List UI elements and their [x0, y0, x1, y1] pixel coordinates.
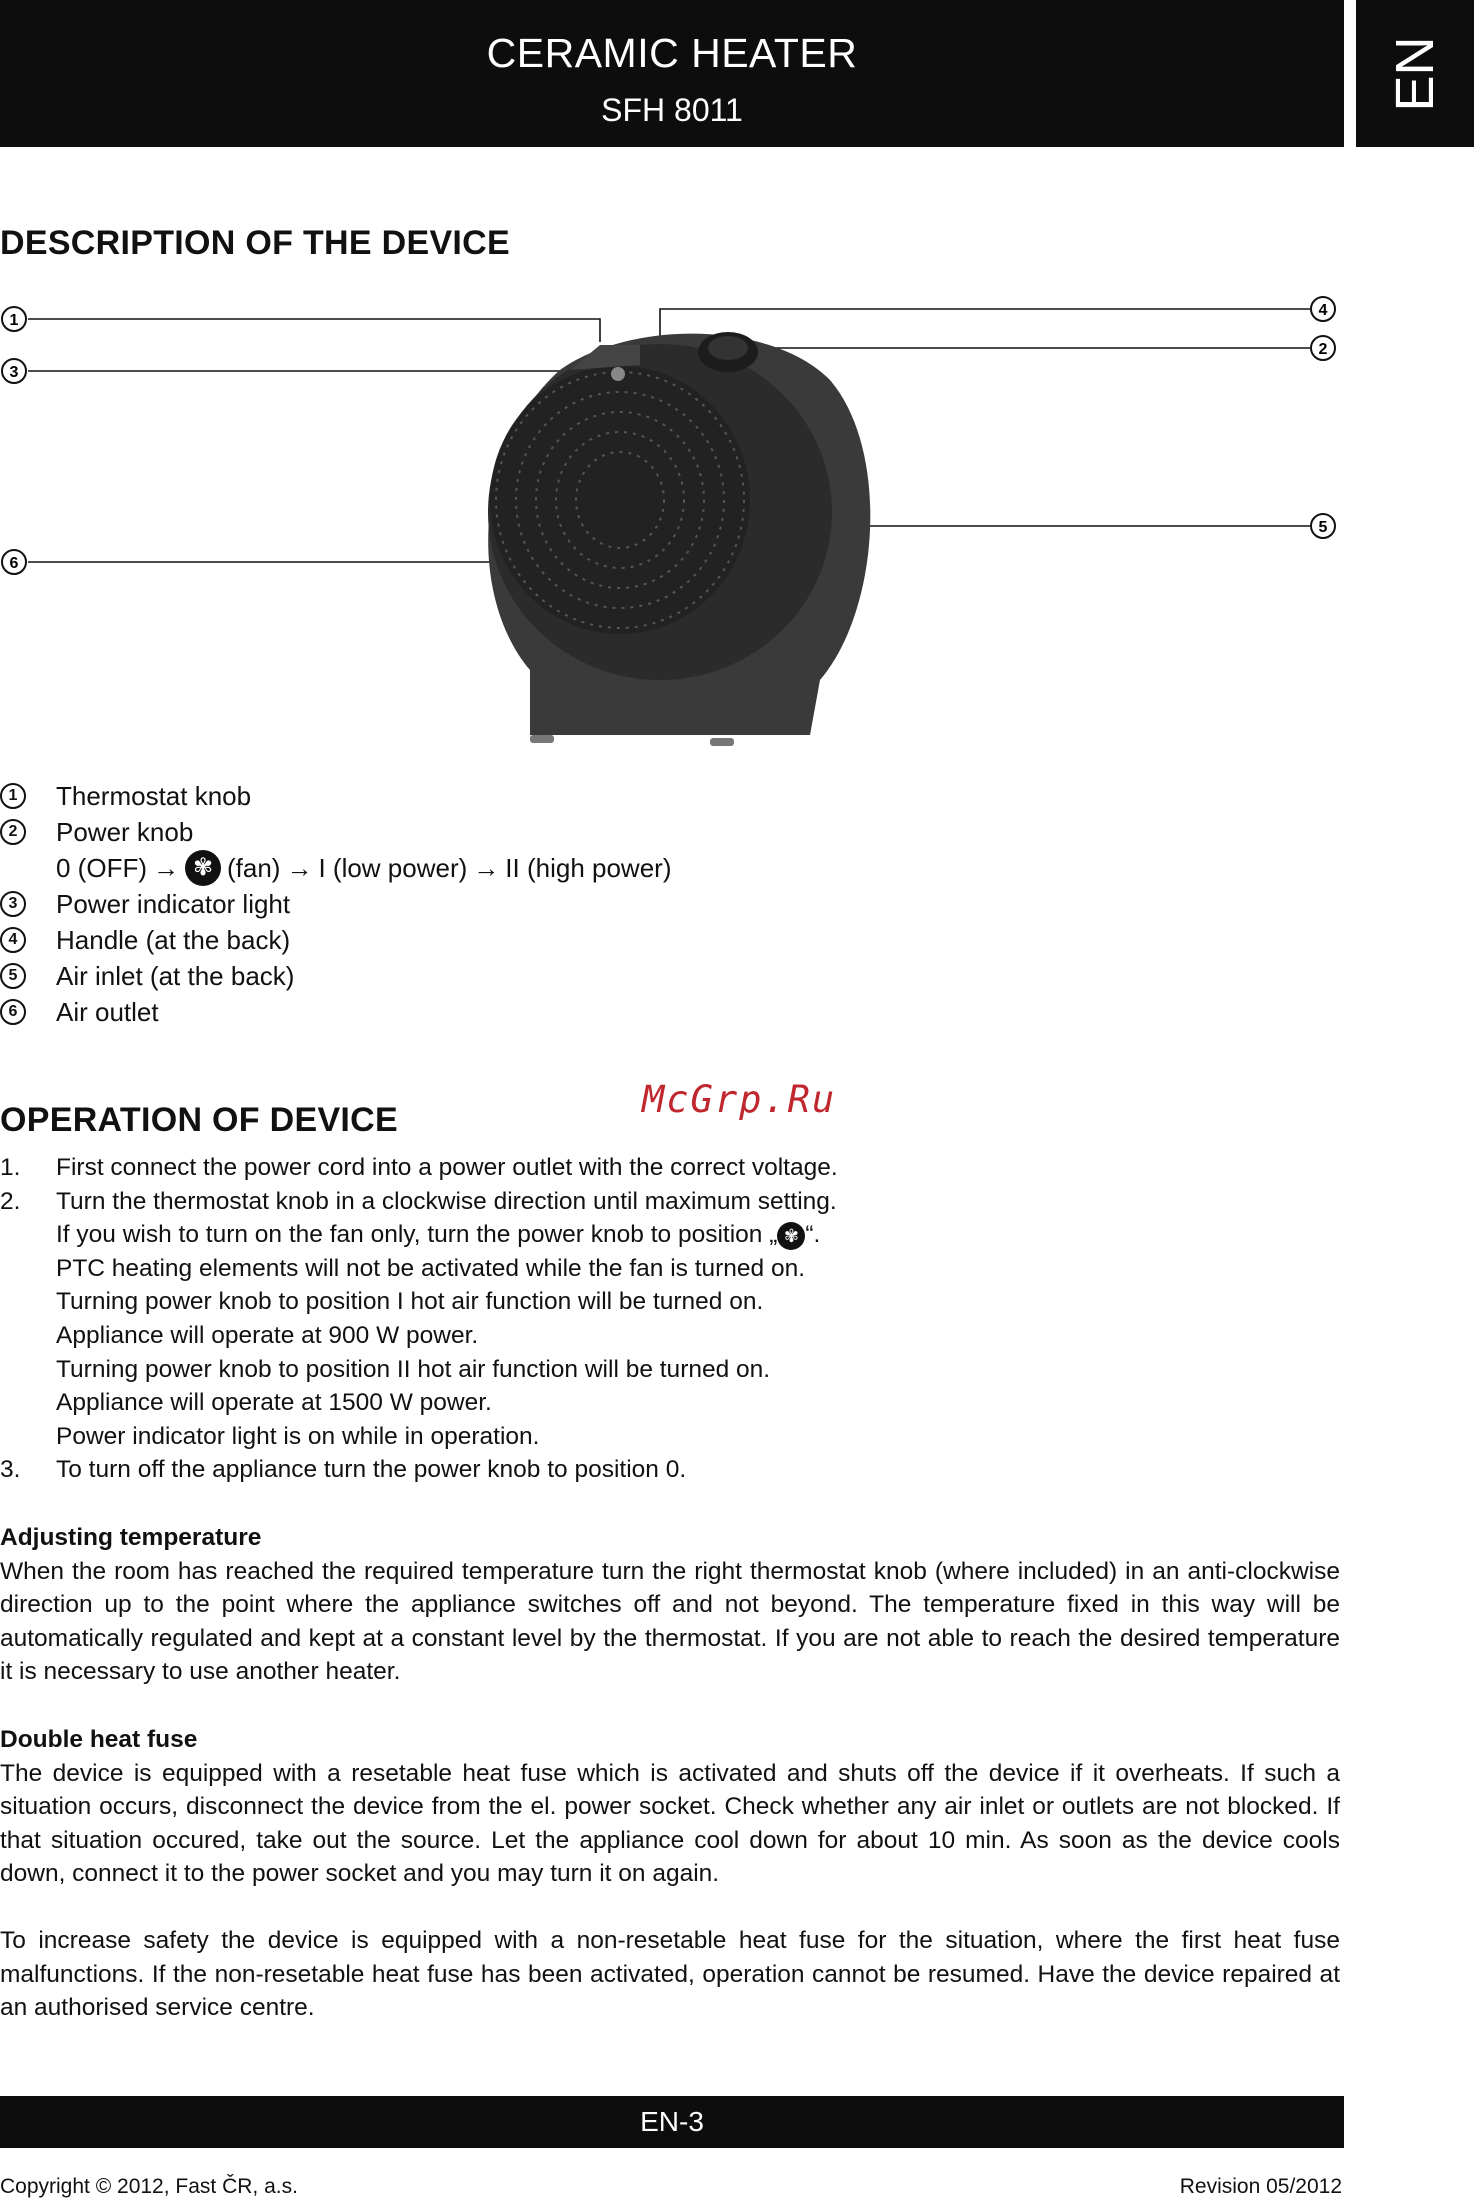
- step-text: Appliance will operate at 1500 W power.: [56, 1389, 492, 1417]
- list-item: [0, 886, 671, 922]
- adjusting-section: [0, 1521, 1340, 1689]
- part-number: 6: [0, 999, 26, 1025]
- step-number: [0, 1386, 56, 1420]
- step-text-suffix: “.: [805, 1221, 821, 1249]
- fuse-heading: Double heat fuse: [0, 1726, 198, 1753]
- part-label: Air inlet (at the back): [56, 961, 295, 991]
- step-text: PTC heating elements will not be activated while the fan is turned on.: [56, 1254, 806, 1282]
- device-figure: [0, 290, 1344, 770]
- callout-6: 6: [9, 555, 19, 572]
- part-label: Thermostat knob: [56, 781, 252, 811]
- list-item: [0, 958, 671, 994]
- list-item: [0, 1285, 1344, 1319]
- step-text: To turn off the appliance turn the power knob to position 0.: [56, 1456, 687, 1484]
- part-number: 5: [0, 963, 26, 989]
- step-number: 3.: [0, 1456, 21, 1484]
- fuse-section-2: [0, 1924, 1340, 2025]
- step-number: 1.: [0, 1154, 21, 1181]
- step-number: 2.: [0, 1187, 21, 1215]
- list-item: [0, 994, 671, 1030]
- document-header: [0, 0, 1344, 147]
- fan-icon: ✾: [185, 850, 221, 886]
- list-item: [0, 1218, 1344, 1252]
- list-item: [0, 922, 671, 958]
- step-text: Turn the thermostat knob in a clockwise direction until maximum setting.: [56, 1187, 837, 1215]
- list-item: [0, 1453, 1344, 1487]
- arrow-right-icon: →: [153, 853, 179, 883]
- adjusting-heading: Adjusting temperature: [0, 1524, 262, 1551]
- step-text: Turning power knob to position II hot air function will be turned on.: [56, 1355, 771, 1383]
- callout-4: 4: [1318, 302, 1328, 319]
- step-number: [0, 1319, 56, 1353]
- fuse-text-1: The device is equipped with a resetable heat fuse which is activated and shuts off the device if it overheats. If such a situation occurs, disconnect the device from the el. power socket. Check whether any air inlet or outlets are not blocked. If that situation occured, take out the source. Let the appliance cool down for about 10 min. As soon as the device cools down, connect it to the power socket and you may turn it on again.: [0, 1759, 1340, 1888]
- list-item: [0, 1319, 1344, 1353]
- part-label: Power indicator light: [56, 889, 291, 919]
- list-item: [0, 1353, 1344, 1387]
- part-label: Air outlet: [56, 997, 159, 1027]
- model-number: SFH 8011: [601, 92, 743, 128]
- power-fan-label: (fan): [227, 853, 281, 883]
- heater-illustration: [0, 290, 1344, 770]
- watermark: McGrp.Ru: [642, 1078, 837, 1121]
- list-item: [0, 778, 671, 814]
- part-number: 2: [0, 819, 26, 845]
- part-number: 4: [0, 927, 26, 953]
- page-number-bar: [0, 2096, 1344, 2148]
- callout-3: 3: [9, 364, 19, 381]
- part-label: Handle (at the back): [56, 925, 291, 955]
- callout-2: 2: [1318, 341, 1328, 358]
- list-item: [0, 1252, 1344, 1286]
- list-item: [0, 1151, 1344, 1185]
- language-tab: [1356, 0, 1474, 147]
- list-item: [0, 1420, 1344, 1454]
- step-text: First connect the power cord into a power outlet with the correct voltage.: [56, 1154, 838, 1181]
- step-text: Turning power knob to position I hot air function will be turned on.: [56, 1288, 764, 1316]
- step-number: [0, 1252, 56, 1286]
- operation-heading: OPERATION OF DEVICE: [0, 1101, 398, 1139]
- step-number: [0, 1285, 56, 1319]
- power-low-label: I (low power): [318, 853, 468, 883]
- fuse-section: [0, 1723, 1340, 1891]
- list-item: [0, 814, 671, 850]
- step-text: Power indicator light is on while in operation.: [56, 1422, 540, 1450]
- step-number: [0, 1420, 56, 1454]
- step-number: [0, 1218, 56, 1252]
- step-number: [0, 1353, 56, 1387]
- callout-5: 5: [1318, 519, 1328, 536]
- power-sequence: [0, 850, 671, 886]
- arrow-right-icon: →: [473, 853, 500, 883]
- copyright: Copyright © 2012, Fast ČR, a.s.: [0, 2175, 298, 2198]
- operation-steps: [0, 1151, 1344, 1487]
- part-number: 1: [0, 783, 26, 809]
- part-number: 3: [0, 891, 26, 917]
- revision: Revision 05/2012: [1179, 2175, 1342, 2198]
- page-number: EN-3: [640, 2106, 704, 2137]
- arrow-right-icon: →: [286, 853, 313, 883]
- step-text: Appliance will operate at 900 W power.: [56, 1321, 479, 1349]
- fuse-text-2: To increase safety the device is equipped with a non-resetable heat fuse for the situation, where the first heat fuse malfunctions. If the non-resetable heat fuse has been activated, operation cannot be resumed. Have the device repaired at an authorised service centre.: [0, 1927, 1340, 2022]
- part-label: Power knob: [56, 817, 194, 847]
- description-heading: DESCRIPTION OF THE DEVICE: [0, 224, 510, 262]
- parts-list: [0, 778, 671, 1030]
- power-off-label: 0 (OFF): [56, 853, 147, 883]
- language-code: EN: [1385, 35, 1445, 112]
- list-item: [0, 1386, 1344, 1420]
- power-high-label: II (high power): [505, 853, 672, 883]
- document-title: CERAMIC HEATER: [486, 30, 858, 76]
- list-item: [0, 1185, 1344, 1219]
- heater-body: [488, 332, 870, 746]
- adjusting-text: When the room has reached the required temperature turn the right thermostat knob (where included) in an anti-clockwise direction up to the point where the appliance switches off and not beyond. The temperature fixed in this way will be automatically regulated and kept at a constant level by the thermostat. If you are not able to reach the desired temperature it is necessary to use another heater.: [0, 1557, 1340, 1686]
- fan-icon: ✾: [777, 1222, 805, 1250]
- callout-1: 1: [9, 312, 19, 329]
- step-text: If you wish to turn on the fan only, turn the power knob to position „: [56, 1221, 778, 1249]
